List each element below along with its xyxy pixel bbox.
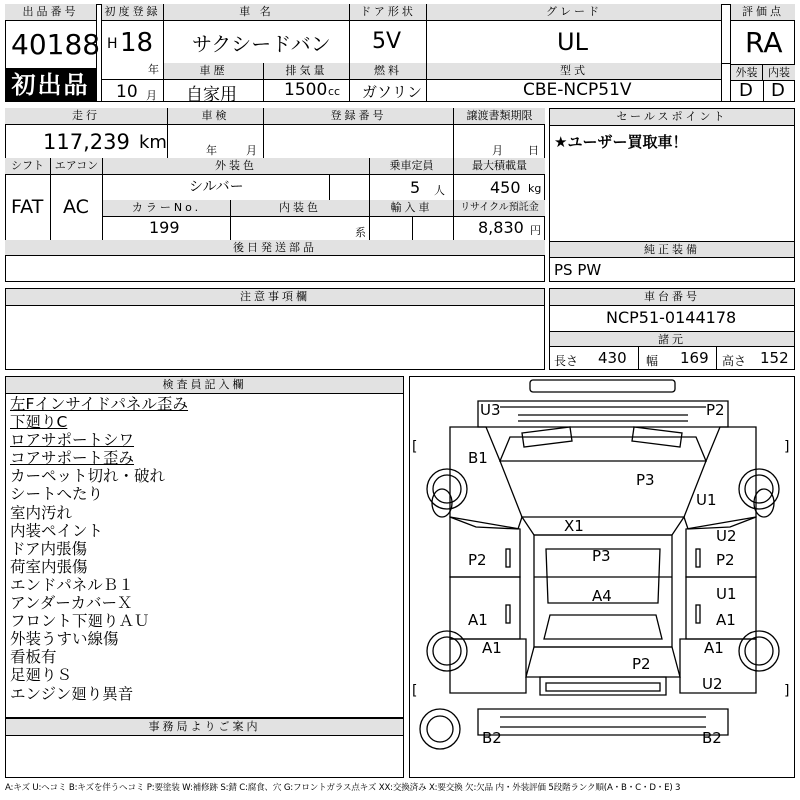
exterior-label: 外装 [731, 65, 763, 81]
model-label: 型式 [427, 63, 721, 80]
recycle-deposit-cell [454, 200, 545, 240]
displacement-label: 排気量 [264, 63, 349, 80]
mileage-unit: km [139, 132, 167, 153]
car-name-cell [164, 4, 350, 64]
inspection-year-unit: 年 [206, 144, 217, 157]
mark-p3-mid: P3 [592, 547, 611, 565]
model-code: CBE-NCP51V [523, 80, 632, 100]
rear-bumper [478, 709, 728, 735]
inspector-note-item: コアサポート歪み [10, 449, 135, 468]
chassis-number-label: 車台番号 [550, 289, 794, 306]
max-load-unit: kg [528, 182, 542, 195]
year-unit: 年 [148, 63, 159, 76]
displacement-cell [264, 63, 350, 102]
legend-footer: A:キズ U:ヘコミ B:キズを伴うヘコミ P:要塗装 W:補修跡 S:錆 C:腐食、穴 G:フロントガラス点キズ XX:交換済み X:要交換 欠:欠品 内・外装評価 5段階ランク順(A・B・C・D・E) 3 [5, 783, 681, 793]
reg-month: 10 [116, 82, 138, 102]
max-load: 450 [490, 178, 521, 197]
grade-cell [427, 4, 722, 64]
car-name-label: 車 名 [164, 4, 349, 21]
spare-wheel [420, 709, 460, 749]
right-front-fender [684, 427, 756, 529]
mark-p2-bottom: P2 [632, 655, 651, 673]
inspector-note-item: 外装うすい線傷 [10, 630, 119, 649]
fuel: ガソリン [362, 83, 423, 101]
first-registration-cell [101, 4, 164, 102]
inspection-month-unit: 月 [246, 144, 257, 157]
interior-grade: D [771, 80, 785, 101]
inspector-notes-label: 検査員記入欄 [6, 377, 403, 394]
genuine-equipment: PS PW [554, 261, 602, 279]
car-diagram-svg [410, 377, 796, 779]
mark-u3: U3 [480, 401, 501, 419]
inspector-note-item: フロント下廻りＡＵ [10, 612, 150, 631]
month-unit: 月 [146, 89, 157, 102]
ac-cell [51, 158, 103, 240]
registration-number-label: 登録番号 [264, 108, 453, 125]
sales-point-label: セールスポイント [550, 109, 794, 126]
inspector-note-item: ドア内張傷 [10, 539, 88, 558]
recycle-deposit-label: リサイクル預託金 [454, 200, 545, 217]
shift-label: シフト [5, 158, 50, 175]
bracket-l2: [ [412, 683, 418, 699]
mark-a1-r1: A1 [716, 611, 736, 629]
notes-cell [5, 288, 545, 370]
shift-cell [5, 158, 51, 240]
lot-number-label: 出品番号 [5, 4, 96, 21]
mileage: 117,239 [43, 130, 130, 154]
dimensions-label: 諸元 [550, 331, 794, 347]
score-label: 評価点 [731, 4, 795, 21]
ac-label: エアコン [51, 158, 102, 175]
inspection-label: 車検 [168, 108, 263, 125]
mileage-label: 走行 [5, 108, 167, 125]
grade-label: グレード [427, 4, 721, 21]
height: 152 [760, 349, 789, 367]
fuel-label: 燃料 [350, 63, 426, 80]
score: RA [745, 26, 783, 59]
first-registration-label: 初度登録 [102, 4, 163, 21]
mark-a1-l2: A1 [482, 639, 502, 657]
sales-point-cell [549, 108, 795, 282]
max-load-cell [454, 158, 545, 200]
history-label: 車歴 [164, 63, 263, 80]
interior-color-cell [231, 200, 370, 240]
displacement: 1500 [284, 80, 328, 100]
door-type: 5V [372, 29, 402, 54]
office-info-label: 事務局よりご案内 [6, 719, 403, 736]
inspector-note-item: エンドパネルＢ１ [10, 575, 134, 594]
door-label: ドア形状 [350, 4, 426, 21]
mark-b2-right: B2 [702, 729, 722, 747]
mark-u1-top: U1 [696, 491, 717, 509]
mark-b1: B1 [468, 449, 488, 467]
sales-point: ★ユーザー買取車！ [554, 133, 688, 151]
bracket-r2: ] [784, 683, 790, 699]
mark-u2-mid: U2 [716, 527, 737, 545]
inspector-note-item: 下廻りC [10, 413, 68, 432]
left-front-fender [450, 427, 522, 529]
transfer-day-unit: 日 [528, 144, 539, 157]
mark-u2-bottom: U2 [702, 675, 723, 693]
front-bumper-top [530, 380, 675, 392]
mark-u1-mid: U1 [716, 585, 737, 603]
shift: FAT [11, 196, 44, 218]
exterior-color: シルバー [189, 179, 244, 195]
transfer-deadline-label: 譲渡書類期限 [454, 108, 545, 125]
recycle-deposit: 8,830 [478, 218, 524, 237]
width-label: 幅 [646, 354, 659, 368]
mark-a4: A4 [592, 587, 612, 605]
height-label: 高さ [722, 354, 747, 368]
import-cell [370, 200, 454, 240]
color-number: 199 [149, 218, 180, 237]
fuel-cell [350, 63, 427, 102]
bracket-l1: [ [412, 439, 418, 455]
exterior-color-label: 外装色 [103, 158, 369, 175]
inspector-notes-cell [5, 376, 404, 718]
tailgate [540, 677, 666, 695]
windshield [500, 437, 706, 461]
recycle-deposit-unit: 円 [530, 224, 541, 237]
later-parts-area [5, 256, 545, 282]
mark-a1-r2: A1 [704, 639, 724, 657]
length: 430 [598, 349, 627, 367]
car-name: サクシードバン [192, 32, 331, 56]
inspector-note-item: アンダーカバーＸ [10, 594, 133, 613]
mark-p2-right: P2 [716, 551, 735, 569]
inspector-note-item: 内装ペイント [10, 521, 104, 540]
inspector-note-item: 看板有 [10, 648, 57, 667]
inspector-note-item: カーペット切れ・破れ [10, 467, 166, 486]
inspector-note-item: シートへたり [10, 485, 104, 504]
mileage-cell [5, 108, 168, 158]
inspector-note-item: 足廻りＳ [10, 666, 73, 685]
first-listing-badge: 初出品 [5, 68, 96, 102]
grade: UL [557, 28, 588, 56]
front-bumper [478, 401, 728, 427]
capacity-cell [370, 158, 454, 200]
inspector-note-item: 左Fインサイドパネル歪み [10, 395, 189, 413]
length-label: 長さ [554, 354, 579, 368]
chassis-cell [549, 288, 795, 370]
mark-p3-top: P3 [636, 471, 655, 489]
capacity-unit: 人 [434, 184, 445, 197]
genuine-equipment-label: 純正装備 [550, 242, 794, 258]
transfer-month-unit: 月 [492, 144, 503, 157]
ac: AC [63, 196, 89, 218]
score-cell [730, 4, 795, 102]
interior-label: 内装 [763, 65, 795, 81]
exterior-color-cell [103, 158, 370, 200]
history-cell [164, 63, 264, 105]
roof-front [522, 517, 684, 535]
inspector-note-item: エンジン廻り異音 [10, 684, 134, 703]
chassis-number: NCP51-0144178 [606, 308, 737, 327]
era: H [107, 36, 118, 52]
door-cell [350, 4, 427, 64]
mark-p2-top: P2 [706, 401, 725, 419]
capacity-label: 乗車定員 [370, 158, 453, 175]
interior-color-unit: 系 [355, 226, 366, 239]
office-info-cell [5, 718, 404, 778]
model-cell [427, 63, 722, 102]
color-number-cell [103, 200, 231, 240]
registration-number-cell [264, 108, 454, 158]
inspector-notes-list [10, 395, 188, 703]
mark-p2-left: P2 [468, 551, 487, 569]
import-label: 輸入車 [370, 200, 453, 217]
history: 自家用 [186, 85, 237, 105]
color-number-label: カラーNo. [103, 200, 230, 217]
exterior-grade: D [739, 80, 753, 101]
mark-x1: X1 [564, 517, 584, 535]
mark-a1-l1: A1 [468, 611, 488, 629]
rear-window [526, 647, 680, 677]
displacement-unit: cc [328, 85, 341, 98]
inspector-note-item: ロアサポートシワ [10, 431, 135, 450]
inspector-note-item: 荷室内張傷 [10, 557, 88, 576]
max-load-label: 最大積載量 [454, 158, 545, 175]
later-parts-label: 後日発送部品 [5, 240, 545, 256]
interior-color-label: 内装色 [231, 200, 369, 217]
lot-number-cell [5, 4, 101, 102]
reg-year: 18 [120, 28, 154, 58]
width: 169 [680, 349, 709, 367]
transfer-deadline-cell [454, 108, 545, 158]
inspection-cell [168, 108, 264, 158]
inspector-note-item: 室内汚れ [10, 503, 73, 522]
notes-label: 注意事項欄 [6, 289, 544, 306]
mark-b2-left: B2 [482, 729, 502, 747]
lot-number: 40188 [11, 28, 101, 61]
car-diagram [409, 376, 795, 778]
bracket-r1: ] [784, 439, 790, 455]
capacity: 5 [410, 178, 421, 197]
